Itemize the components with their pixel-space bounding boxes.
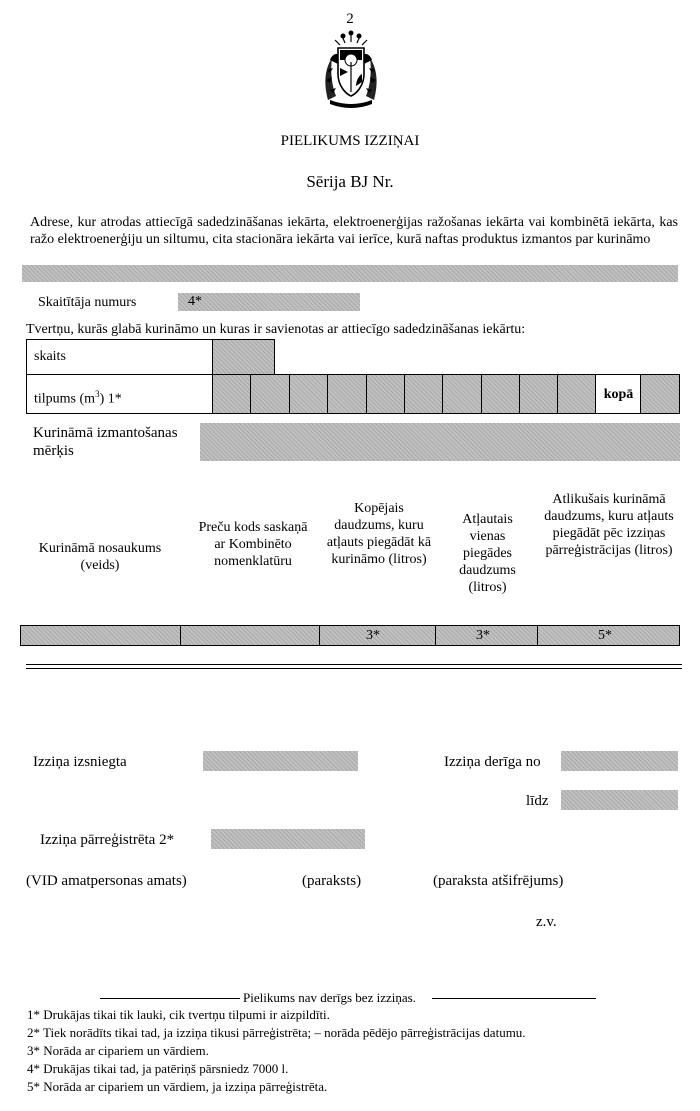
issued-label: Izziņa izsniegta (33, 754, 127, 770)
tanks-total-label: kopā (603, 387, 634, 402)
tanks-intro: Tvertņu, kurās glabā kurināmo un kuras ir savienotas ar attiecīgo sadedzināšanas iekārtu: (26, 322, 526, 337)
official-label: (VID amatpersonas amats) (26, 873, 187, 889)
col-header-total-quantity: Kopējais daudzums, kuru atļauts piegādāt kā kurināmo (litros) (326, 501, 432, 567)
separator-line (26, 668, 682, 669)
address-label: Adrese, kur atrodas attiecīgā sadedzināšanas iekārta, elektroenerģijas ražošanas iekārta vai kombinētā iekārta, kas ražo elektroenerģiju un siltumu, cita stacionāra iekārta vai ierīce, kurā naftas produktus izmantos par kurināmo (30, 215, 678, 247)
footnote: 5* Norāda ar cipariem un vārdiem, ja izziņa pārreģistrēta. (27, 1079, 328, 1094)
signature-label: (paraksts) (302, 873, 362, 889)
tanks-volume-label: tilpums $(m^3)$ 1* (34, 389, 122, 407)
signature-decode-label: (paraksta atšifrējums) (433, 873, 564, 889)
separator-line (26, 664, 682, 665)
valid-to-label: līdz (526, 793, 549, 809)
valid-from-field[interactable] (561, 751, 678, 771)
col-header-remaining-quantity: Atlikušais kurināmā daudzums, kuru atļauts piegādāt pēc izziņas pārreģistrācijas (litros) (544, 492, 674, 558)
fuel-row-note-single: 3* (476, 628, 490, 643)
reregistered-label: Izziņa pārreģistrēta 2* (40, 832, 175, 848)
tanks-count-field[interactable] (213, 340, 274, 374)
valid-from-label: Izziņa derīga no (444, 754, 541, 770)
col-header-goods-code: Preču kods saskaņā ar Kombinēto nomenklatūru (198, 520, 308, 569)
purpose-label: Kurināmā izmantošanas mērķis (33, 425, 178, 459)
tanks-total-field[interactable] (641, 375, 679, 413)
issued-field[interactable] (203, 751, 358, 771)
page-title: PIELIKUMS IZZIŅAI (280, 133, 420, 149)
purpose-field[interactable] (200, 423, 680, 461)
address-field[interactable] (22, 265, 678, 282)
col-header-single-delivery: Atļautais vienas piegādes daudzums (litros) (459, 512, 516, 595)
page-number: 2 (346, 11, 354, 27)
seal-label: z.v. (536, 914, 557, 930)
series-number: Sērija BJ Nr. (306, 172, 394, 191)
fuel-row-note-remaining: 5* (598, 628, 612, 643)
footnote: 3* Norāda ar cipariem un vārdiem. (27, 1043, 209, 1058)
footnote: 4* Drukājas tikai tad, ja patēriņš pārsniedz 7000 l. (27, 1061, 289, 1076)
footnote: 2* Tiek norādīts tikai tad, ja izziņa tikusi pārreģistrēta; – norāda pēdējo pārreģistrācijas datumu. (27, 1025, 526, 1040)
meter-field[interactable] (178, 293, 360, 311)
fuel-row-note-total: 3* (366, 628, 380, 643)
valid-to-field[interactable] (561, 790, 678, 810)
validity-note: Pielikums nav derīgs bez izziņas. (243, 990, 416, 1005)
footnote: 1* Drukājas tikai tik lauki, cik tvertņu tilpumi ir aizpildīti. (27, 1007, 330, 1022)
coat-of-arms-icon (320, 30, 382, 110)
tanks-count-label: skaits (34, 349, 66, 364)
meter-label: Skaitītāja numurs (38, 295, 137, 310)
col-header-fuel-name: Kurināmā nosaukums (veids) (38, 541, 162, 573)
meter-note: 4* (188, 294, 202, 309)
reregistered-field[interactable] (211, 829, 365, 849)
